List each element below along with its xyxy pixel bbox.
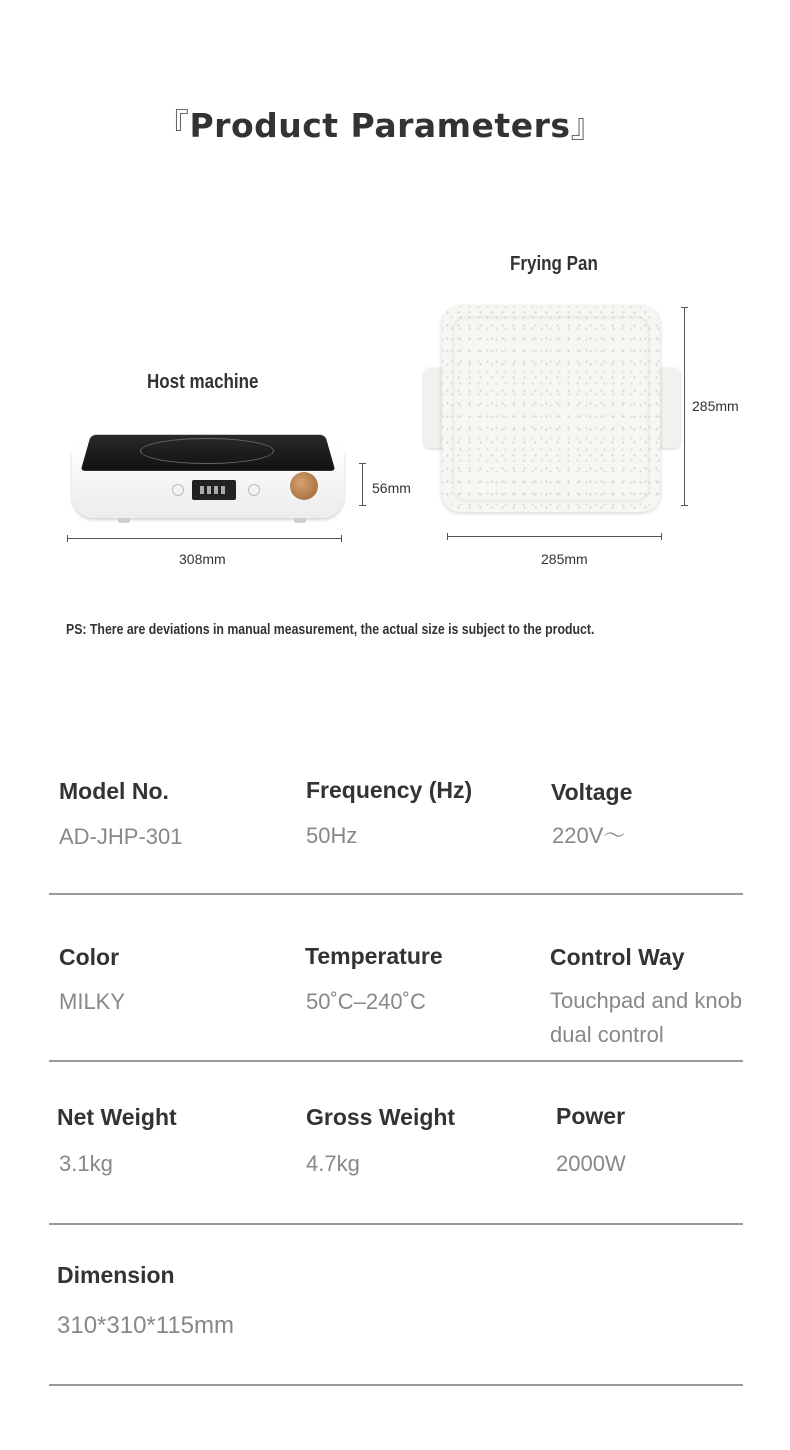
spec-value-control-way-line1: Touchpad and knob bbox=[550, 988, 743, 1013]
dimension-tick bbox=[447, 533, 448, 540]
frying-pan-caption: Frying Pan bbox=[510, 253, 598, 275]
title-open-bracket: 『 bbox=[155, 106, 190, 145]
host-foot bbox=[294, 518, 306, 523]
spec-value-net-weight: 3.1kg bbox=[59, 1151, 113, 1176]
pan-height-label: 285mm bbox=[692, 398, 739, 414]
host-width-label: 308mm bbox=[179, 551, 226, 567]
pan-width-label: 285mm bbox=[541, 551, 588, 567]
host-display bbox=[192, 480, 236, 500]
host-height-label: 56mm bbox=[372, 480, 411, 496]
divider bbox=[49, 1223, 743, 1225]
title-close-bracket: 』 bbox=[570, 106, 605, 145]
frying-pan-image bbox=[424, 306, 680, 512]
spec-value-control-way-line2: dual control bbox=[550, 1022, 664, 1047]
dimension-tick bbox=[67, 535, 68, 542]
spec-value-color: MILKY bbox=[59, 989, 126, 1014]
spec-label-power: Power bbox=[556, 1103, 626, 1129]
spec-value-frequency: 50Hz bbox=[306, 823, 358, 848]
spec-value-model: AD-JHP-301 bbox=[59, 824, 183, 849]
host-foot bbox=[118, 518, 130, 523]
dimension-tick bbox=[681, 307, 688, 308]
host-knob bbox=[290, 472, 318, 500]
spec-label-voltage: Voltage bbox=[551, 779, 633, 805]
dimension-tick bbox=[661, 533, 662, 540]
spec-label-model: Model No. bbox=[59, 778, 169, 804]
divider bbox=[49, 893, 743, 895]
page-title bbox=[0, 100, 760, 147]
spec-label-net-weight: Net Weight bbox=[57, 1104, 177, 1130]
spec-label-control-way: Control Way bbox=[550, 944, 685, 970]
host-height-line bbox=[362, 463, 363, 505]
spec-label-frequency: Frequency (Hz) bbox=[306, 777, 473, 803]
spec-label-dimension: Dimension bbox=[57, 1262, 175, 1288]
spec-label-temperature: Temperature bbox=[305, 943, 443, 969]
spec-label-gross-weight: Gross Weight bbox=[306, 1104, 456, 1130]
spec-label-color: Color bbox=[59, 944, 120, 970]
host-width-line bbox=[67, 538, 341, 539]
power-button-icon bbox=[172, 484, 184, 496]
pan-right-handle bbox=[658, 368, 680, 448]
pan-width-line bbox=[447, 536, 661, 537]
spec-value-gross-weight: 4.7kg bbox=[306, 1151, 360, 1176]
function-button-icon bbox=[248, 484, 260, 496]
spec-value-temperature: 50˚C–240˚C bbox=[306, 989, 426, 1014]
dimension-tick bbox=[359, 505, 366, 506]
measurement-note: PS: There are deviations in manual measurement, the actual size is subject to the product. bbox=[66, 621, 595, 638]
dimension-tick bbox=[359, 463, 366, 464]
host-machine-image bbox=[72, 428, 344, 524]
divider bbox=[49, 1384, 743, 1386]
pan-inner-rim bbox=[452, 316, 650, 502]
divider bbox=[49, 1060, 743, 1062]
spec-value-power: 2000W bbox=[556, 1151, 626, 1176]
host-heating-ring bbox=[140, 438, 274, 464]
spec-value-voltage: 220V～ bbox=[552, 823, 626, 848]
spec-value-dimension: 310*310*115mm bbox=[57, 1312, 235, 1339]
title-text: Product Parameters bbox=[189, 106, 571, 145]
pan-height-line bbox=[684, 307, 685, 505]
dimension-tick bbox=[681, 505, 688, 506]
dimension-tick bbox=[341, 535, 342, 542]
host-machine-caption: Host machine bbox=[147, 371, 259, 393]
